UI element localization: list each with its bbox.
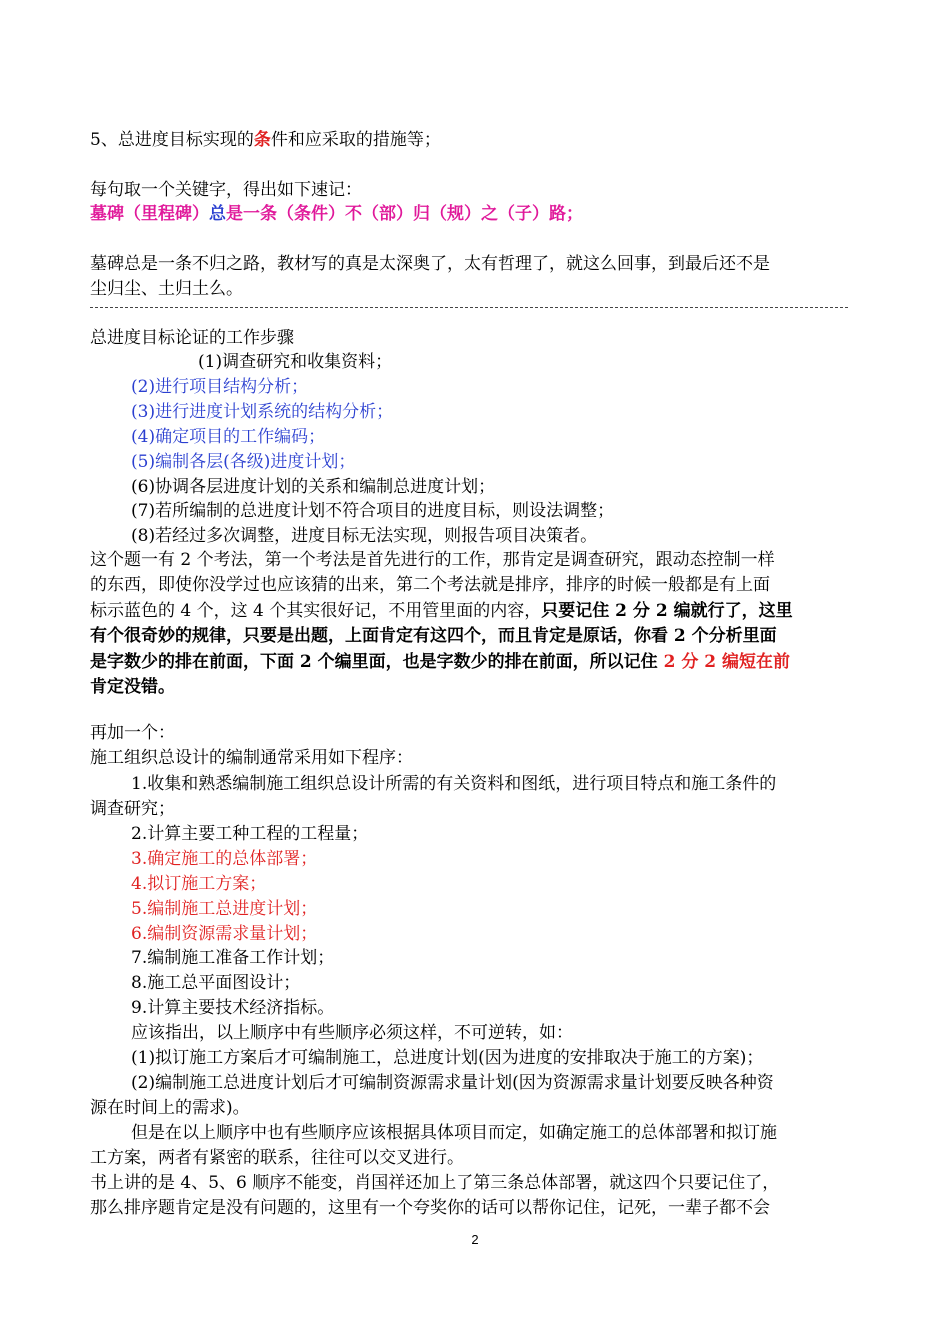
- mnemonic-part-1: 墓碑（里程碑）: [90, 204, 209, 224]
- procedure-item-9: 9.计算主要技术经济指标。: [131, 998, 335, 1018]
- steps-title: 总进度目标论证的工作步骤: [90, 328, 294, 348]
- explanation-line-5-red: 2 分 2 编短在前: [657, 652, 791, 672]
- procedure-note-2-cont: 源在时间上的需求)。: [90, 1098, 250, 1118]
- mnemonic-part-2: 总: [209, 204, 226, 224]
- procedure-item-2: 2.计算主要工种工程的工程量；: [131, 824, 369, 844]
- procedure-item-3: 3.确定施工的总体部署；: [131, 849, 318, 869]
- item-5-highlight: 条: [253, 130, 271, 150]
- procedure-note-2: (2)编制施工总进度计划后才可编制资源需求量计划(因为资源需求量计划要反映各种资: [131, 1073, 774, 1093]
- final-line-2: 那么排序题肯定是没有问题的，这里有一个夸奖你的话可以帮你记住，记死，一辈子都不会: [90, 1198, 770, 1218]
- procedure-item-6: 6.编制资源需求量计划；: [131, 924, 318, 944]
- step-7: (7)若所编制的总进度计划不符合项目的进度目标，则设法调整；: [131, 501, 615, 521]
- item-5-suffix: 件和应采取的措施等；: [270, 130, 441, 150]
- step-3: (3)进行进度计划系统的结构分析；: [131, 402, 394, 422]
- procedure-note-1: (1)拟订施工方案后才可编制施工，总进度计划(因为进度的安排取决于施工的方案)；: [131, 1048, 764, 1068]
- procedure-item-5: 5.编制施工总进度计划；: [131, 899, 318, 919]
- step-1: (1)调查研究和收集资料；: [198, 352, 393, 372]
- explanation-line-5-bold: 是字数少的排在前面，下面 2 个编里面，也是字数少的排在前面，所以记住: [90, 652, 658, 672]
- mnemonic-part-3: 是一条（条件）不（部）归（规）之（子）路；: [226, 204, 583, 224]
- procedure-title: 施工组织总设计的编制通常采用如下程序：: [90, 748, 413, 768]
- step-5: (5)编制各层(各级)进度计划；: [131, 452, 356, 472]
- item-5: [90, 128, 441, 152]
- procedure-item-1-cont: 调查研究；: [90, 799, 175, 819]
- mnemonic-intro: 每句取一个关键字，得出如下速记：: [90, 180, 362, 200]
- step-2: (2)进行项目结构分析；: [131, 377, 309, 397]
- explanation-line-3: [90, 599, 793, 623]
- procedure-item-7: 7.编制施工准备工作计划；: [131, 948, 335, 968]
- explanation-line-3-bold: 只要记住 2 分 2 编就行了，这里: [541, 601, 793, 621]
- procedure-note-3-cont: 工方案，两者有紧密的联系，往往可以交叉进行。: [90, 1148, 464, 1168]
- explanation-line-1: 这个题一有 2 个考法，第一个考法是首先进行的工作，那肯定是调查研究，跟动态控制一样: [90, 550, 775, 570]
- procedure-note-3: 但是在以上顺序中也有些顺序应该根据具体项目而定，如确定施工的总体部署和拟订施: [131, 1123, 777, 1143]
- procedure-item-1: 1.收集和熟悉编制施工组织总设计所需的有关资料和图纸，进行项目特点和施工条件的: [131, 774, 777, 794]
- procedure-item-8: 8.施工总平面图设计；: [131, 973, 301, 993]
- explanation-line-3-normal: 标示蓝色的 4 个，这 4 个其实很好记，不用管里面的内容，: [90, 601, 542, 621]
- page-number: 2: [471, 1232, 479, 1247]
- step-6: (6)协调各层进度计划的关系和编制总进度计划；: [131, 477, 496, 497]
- mnemonic-line: [90, 202, 583, 226]
- procedure-note: 应该指出，以上顺序中有些顺序必须这样，不可逆转，如：: [131, 1023, 573, 1043]
- addition-intro: 再加一个：: [90, 723, 175, 743]
- step-4: (4)确定项目的工作编码；: [131, 427, 326, 447]
- item-5-prefix: 5、总进度目标实现的: [90, 130, 254, 150]
- step-8: (8)若经过多次调整，进度目标无法实现，则报告项目决策者。: [131, 526, 598, 546]
- comment-line-2: 尘归尘、土归土么。: [90, 279, 243, 299]
- dashed-divider: [90, 307, 848, 308]
- explanation-line-2: 的东西，即使你没学过也应该猜的出来，第二个考法就是排序，排序的时候一般都是有上面: [90, 575, 770, 595]
- final-line-1: 书上讲的是 4、5、6 顺序不能变，肖国祥还加上了第三条总体部署，就这四个只要记住了，: [90, 1173, 780, 1193]
- comment-line-1: 墓碑总是一条不归之路，教材写的真是太深奥了，太有哲理了，就这么回事，到最后还不是: [90, 254, 770, 274]
- explanation-line-5: [90, 650, 790, 674]
- explanation-line-4: 有个很奇妙的规律，只要是出题，上面肯定有这四个，而且肯定是原话，你看 2 个分析里面: [90, 626, 777, 646]
- explanation-line-6: 肯定没错。: [90, 677, 175, 697]
- procedure-item-4: 4.拟订施工方案；: [131, 874, 267, 894]
